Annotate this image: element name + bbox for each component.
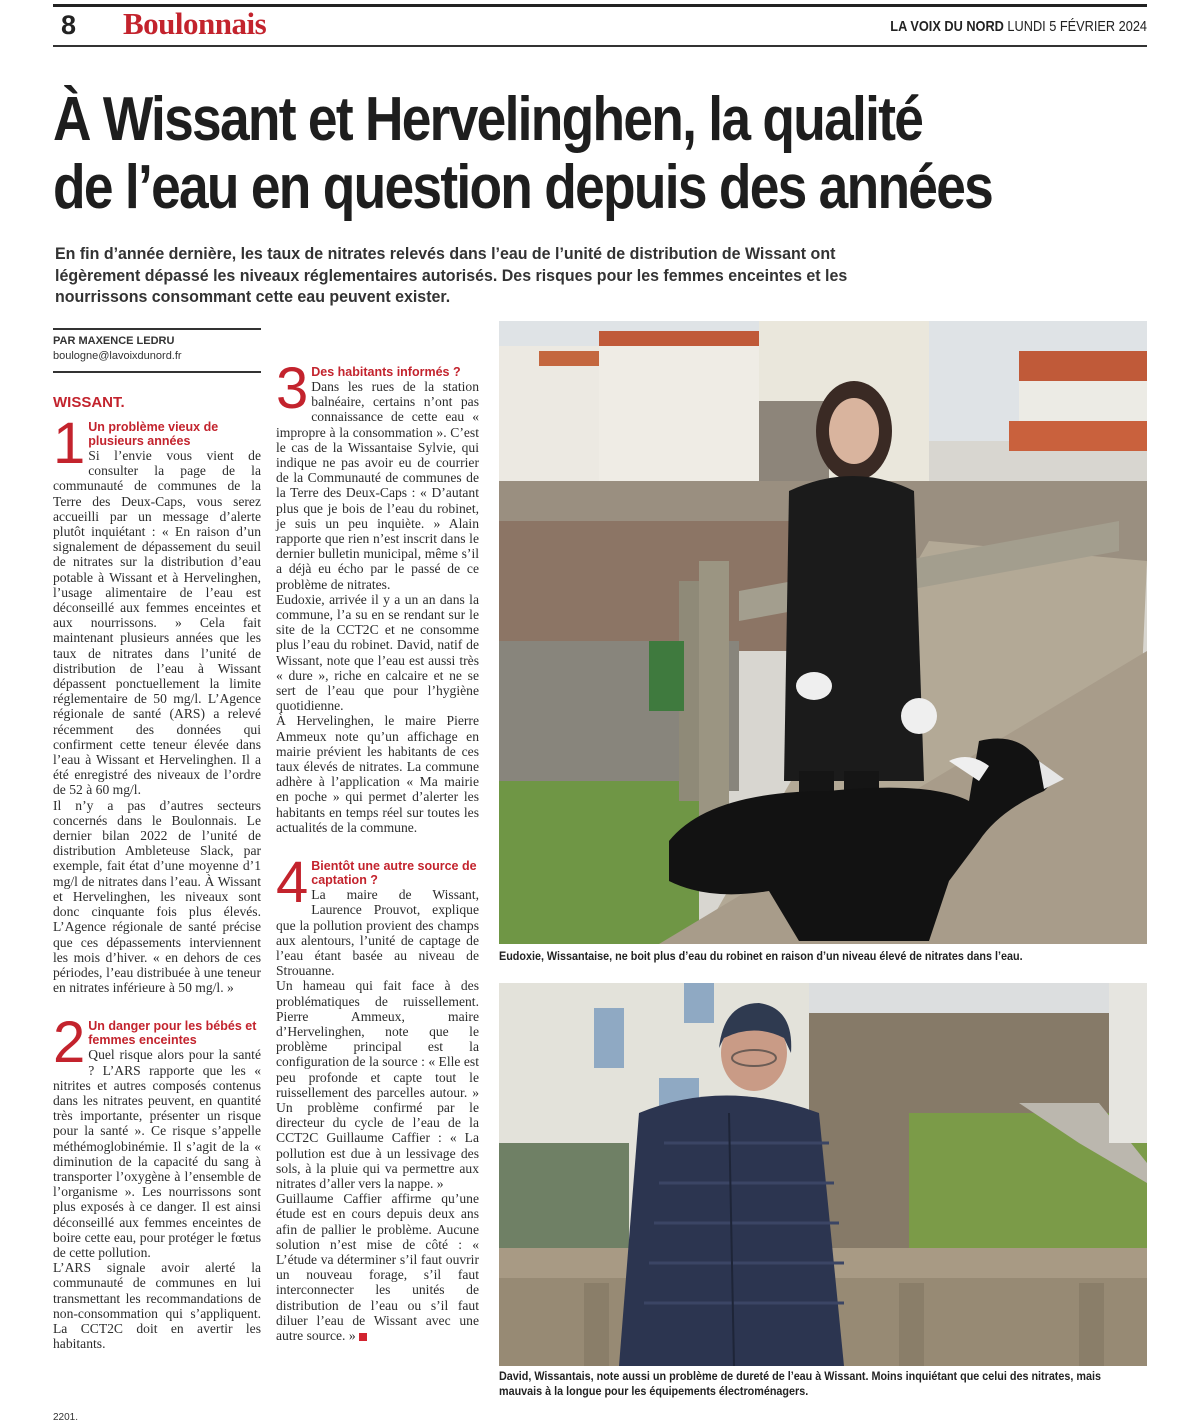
paragraph: À Hervelinghen, le maire Pierre Ammeux note qu’un affichage en mairie prévient les habitants de ces taux élevés de nitrates. La commune adhère à l’application « Ma mairie en poche » qui permet d’alerter les habitants en temps réel sur toutes les actualités de la commune.	[276, 713, 479, 835]
section-title: Un problème vieux de plusieurs années	[88, 420, 219, 448]
byline	[53, 334, 182, 364]
section-rubric: Boulonnais	[123, 6, 267, 41]
photo-caption-1: Eudoxie, Wissantaise, ne boit plus d’eau du robinet en raison d’un niveau élevé de nitrates dans l’eau.	[499, 950, 1023, 963]
byline-author: PAR MAXENCE LEDRU	[53, 335, 175, 347]
paragraph: Si l’envie vous vient de consulter la page de la communauté de communes de la Terre des Deux-Caps, vous serez accueilli par un message d’alerte plutôt inquiétant : « En raison d’un signalement de dépassement du seuil de nitrates sur la distribution d’eau potable à Wissant et à Hervelinghen, l’usage alimentaire de l’eau est déconseillé aux femmes enceintes et aux nourrissons. » Cela fait maintenant plusieurs années que les taux de nitrates dans l’unité de distribution de l’eau à Wissant dépassent ponctuellement la limite réglementaire de 50 mg/l. L’Agence régionale de santé (ARS) a relevé récemment des données qui confirment cette teneur élevée dans l’eau à Wissant et Hervelinghen. Il a été enregistré des niveaux de l’ordre de 52 à 60 mg/l.	[53, 448, 261, 798]
section-2	[53, 1010, 261, 1352]
dateline: WISSANT.	[53, 394, 125, 411]
headline-line-1: À Wissant et Hervelinghen, la qualité	[53, 85, 923, 154]
paragraph-text: Guillaume Caffier affirme qu’une étude est en cours depuis deux ans afin de pallier le problème. Aucune solution n’est mise de côté : « L’étude va déterminer s’il faut ouvrir un nouveau forage, s’il faut interconnecter les unités de distribution de l’eau ou s’il faut diluer l’eau de Wissant avec une autre source. »	[276, 1191, 479, 1343]
page-number: 8	[61, 10, 77, 40]
photo-illustration	[499, 983, 1147, 1366]
photo-illustration	[499, 321, 1147, 944]
page-header	[53, 8, 1147, 44]
paragraph: L’ARS signale avoir alerté la communauté de communes en lui transmettant les recommandations de non-consommation qui s’appliquent. La CCT2C doit en avertir les habitants.	[53, 1260, 261, 1352]
photo-david	[499, 983, 1147, 1366]
section-title: Des habitants informés ?	[311, 365, 461, 379]
spacer	[276, 835, 479, 849]
section-title: Bientôt une autre source de captation ?	[311, 859, 477, 888]
section-number: 2	[53, 1010, 86, 1076]
end-of-article-mark-icon	[359, 1333, 367, 1341]
byline-top-rule	[53, 328, 261, 330]
paragraph: Eudoxie, arrivée il y a un an dans la commune, l’a su en se rendant sur le site de la CCT2C et ne consomme plus l’eau du robinet. David, natif de Wissant, note que l’eau est aussi très « dure », riche en calcaire et ne se sert de l’eau que pour l’hygiène quotidienne.	[276, 591, 479, 714]
byline-email[interactable]: boulogne@lavoixdunord.fr	[53, 350, 182, 362]
byline-bottom-rule	[53, 371, 261, 373]
article-column-2	[276, 319, 479, 1343]
paragraph: Un hameau qui fait face à des problématiques de ruissellement. Pierre Ammeux, maire d’Hervelinghen, note que le problème principal est la configuration de la source : « Elle est peu profonde et capte tout le ruissellement des parcelles autour. » Un problème confirmé par le directeur du cycle de l’eau de la CCT2C Guillaume Caffier : « La pollution est due à un lessivage des sols, à la pluie qui va permettre aux nitrates d’aller vers la nappe. »	[276, 978, 479, 1191]
page-footer-code: 2201.	[53, 1412, 79, 1423]
section-1	[53, 411, 261, 996]
section-number: 1	[53, 411, 86, 476]
photo-caption-2: David, Wissantais, note aussi un problème de dureté de l’eau à Wissant. Moins inquiétant que celui des nitrates, mais mauvais à la longue pour les équipements électroménagers.	[499, 1370, 1101, 1398]
headline-line-2: de l’eau en question depuis des années	[53, 153, 993, 222]
issue-date: LUNDI 5 FÉVRIER 2024	[1007, 18, 1147, 35]
header-bottom-rule	[53, 45, 1147, 47]
section-3	[276, 356, 479, 835]
photo-eudoxie-with-dog	[499, 321, 1147, 944]
lead-paragraph: En fin d’année dernière, les taux de nitrates relevés dans l’eau de l’unité de distribution de Wissant ont légèrement dépassé les niveaux réglementaires autorisés. Des risques pour les femmes enceintes et les nourrissons consommant cette eau peuvent exister.	[55, 244, 848, 306]
spacer	[53, 995, 261, 1009]
section-number: 3	[276, 356, 309, 421]
paragraph: Quel risque alors pour la santé ? L’ARS rapporte que les « nitrites et autres composés contenus dans les nitrates peuvent, en quantité très importante, présenter un risque pour la santé ». Ce risque s’appelle méthémoglobinémie. Il s’agit de la « diminution de la capacité du sang à transporter l’oxygène à l’ensemble de l’organisme ». Les nourrissons sont plus exposés à ce danger. Il est ainsi déconseillé aux femmes enceintes de boire cette eau, pour protéger le fœtus de cette pollution.	[53, 1047, 261, 1260]
section-number: 4	[276, 850, 309, 916]
paragraph: Il n’y a pas d’autres secteurs concernés dans le Boulonnais. Le dernier bilan 2022 de l’unité de distribution Ambleteuse Slack, par exemple, fait état d’une moyenne d’1 mg/l de nitrates dans l’eau. À Wissant et Hervelinghen, les niveaux sont donc cinquante fois plus élevés. L’Agence régionale de santé précise que ces dépassements interviennent les mois d’hiver. « en dehors de ces périodes, l’eau distribuée à une teneur en nitrates inférieure à 50 mg/l. »	[53, 797, 261, 996]
paragraph: La maire de Wissant, Laurence Prouvot, explique que la pollution provient des champs aux alentours, l’unité de captage de l’eau étant basée au niveau de Strouanne.	[276, 887, 479, 979]
newspaper-name: LA VOIX DU NORD	[890, 18, 1004, 35]
headline	[53, 86, 999, 222]
paragraph	[276, 1191, 479, 1343]
section-4	[276, 850, 479, 1343]
paragraph: Dans les rues de la station balnéaire, certains n’ont pas connaissance de cette eau « impropre à la consommation ». C’est le cas de la Wissantaise Sylvie, qui indique ne pas avoir eu de courrier de la Communauté de communes de la Terre des Deux-Caps : « D’autant plus que je bois de l’eau du robinet, je suis un peu inquiète. » Alain rapporte que rien n’est inscrit dans le dernier bulletin municipal, même s’il a déjà eu écho par le passé de ce problème de nitrates.	[276, 379, 479, 592]
section-title: Un danger pour les bébés et femmes enceintes	[88, 1019, 257, 1048]
newspaper-info	[890, 18, 1147, 35]
article-column-1	[53, 411, 261, 1352]
